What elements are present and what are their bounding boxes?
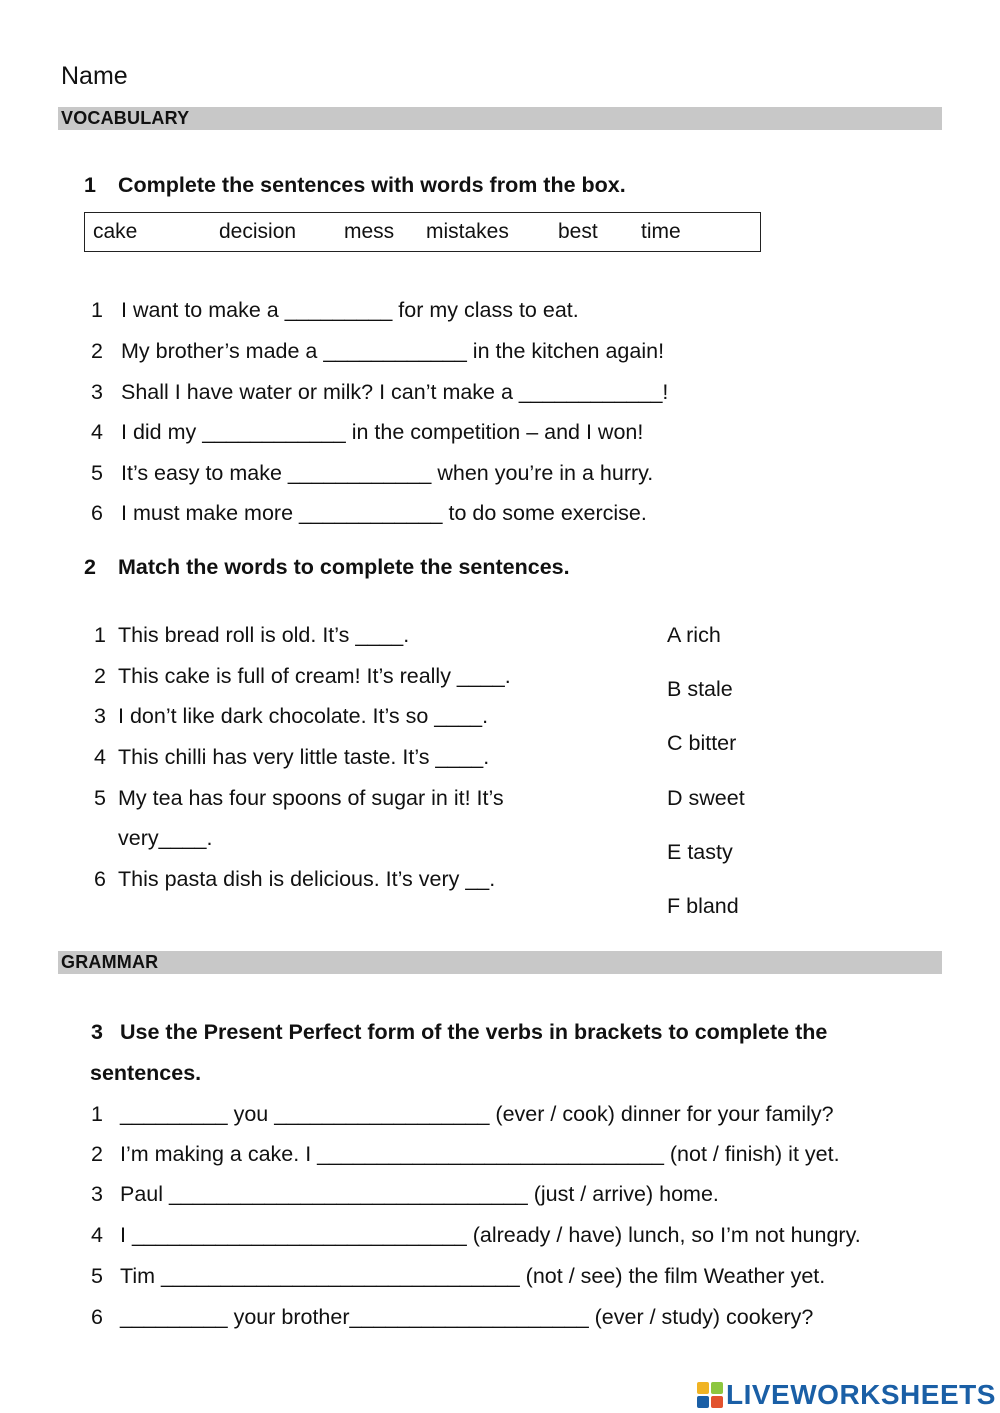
item-text: _________ you __________________ (ever / cook) dinner for your family?	[120, 1102, 834, 1126]
exercise-1-item[interactable]	[91, 501, 647, 526]
word-box-item: best	[558, 220, 598, 243]
exercise-1-instruction: Complete the sentences with words from the box.	[118, 173, 626, 197]
item-number: 2	[94, 664, 106, 688]
item-number: 6	[91, 1305, 103, 1329]
exercise-3-title-continued: sentences.	[90, 1061, 202, 1085]
vocabulary-heading: VOCABULARY	[61, 108, 190, 128]
item-number: 5	[94, 786, 106, 810]
grammar-heading: GRAMMAR	[61, 952, 159, 972]
item-text: This bread roll is old. It’s ____.	[118, 623, 410, 647]
exercise-3-item[interactable]	[91, 1223, 861, 1248]
exercise-3-instruction: Use the Present Perfect form of the verbs in brackets to complete the	[120, 1020, 828, 1044]
item-number: 1	[91, 1102, 103, 1126]
exercise-2-item[interactable]	[94, 664, 511, 689]
item-number: 2	[91, 339, 103, 363]
item-number: 3	[91, 380, 103, 404]
item-text: I don’t like dark chocolate. It’s so ____.	[118, 704, 489, 728]
exercise-2-item[interactable]	[94, 704, 488, 729]
exercise-1-title	[84, 173, 626, 198]
logo-text: LIVEWORKSHEETS	[726, 1379, 996, 1410]
vocabulary-section-bar	[58, 107, 942, 130]
exercise-3-item[interactable]	[91, 1264, 825, 1289]
logo-square	[711, 1382, 723, 1394]
exercise-3-title	[91, 1020, 827, 1045]
item-number: 4	[91, 1223, 103, 1247]
exercise-1-item[interactable]	[91, 298, 579, 323]
item-text: I did my ____________ in the competition – and I won!	[121, 420, 644, 444]
exercise-3-item[interactable]	[91, 1102, 834, 1127]
match-option[interactable]: A rich	[667, 623, 721, 647]
item-text: I’m making a cake. I _____________________________ (not / finish) it yet.	[120, 1142, 840, 1166]
match-option[interactable]: F bland	[667, 894, 739, 918]
item-text: Tim ______________________________ (not / see) the film Weather yet.	[120, 1264, 826, 1288]
item-number: 6	[94, 867, 106, 891]
exercise-2-item[interactable]	[94, 786, 504, 811]
item-number: 4	[91, 420, 103, 444]
exercise-2-instruction: Match the words to complete the sentences.	[118, 555, 570, 579]
logo-square	[697, 1382, 709, 1394]
logo-square	[711, 1396, 723, 1408]
exercise-2-item[interactable]	[94, 623, 409, 648]
word-box-item: mess	[344, 220, 395, 243]
item-text: This cake is full of cream! It’s really ____.	[118, 664, 511, 688]
exercise-3-item[interactable]	[91, 1305, 813, 1330]
item-text: This chilli has very little taste. It’s ____.	[118, 745, 490, 769]
exercise-2-number: 2	[84, 555, 96, 579]
liveworksheets-logo[interactable]	[697, 1378, 996, 1412]
word-box-item: cake	[93, 220, 138, 243]
match-option[interactable]: E tasty	[667, 840, 733, 864]
item-number: 5	[91, 1264, 103, 1288]
item-text: very____.	[118, 826, 213, 850]
word-box-item: mistakes	[426, 220, 509, 243]
exercise-1-item[interactable]	[91, 461, 653, 486]
exercise-3-item[interactable]	[91, 1142, 840, 1167]
exercise-1-item[interactable]	[91, 420, 643, 445]
exercise-1-item[interactable]	[91, 380, 668, 405]
exercise-2-item-continued[interactable]	[94, 826, 212, 851]
match-option[interactable]: B stale	[667, 677, 733, 701]
item-number: 3	[91, 1182, 103, 1206]
logo-square	[697, 1396, 709, 1408]
word-box-item: time	[641, 220, 681, 243]
exercise-2-item[interactable]	[94, 867, 495, 892]
exercise-3-item[interactable]	[91, 1182, 719, 1207]
word-box	[84, 212, 761, 252]
grammar-section-bar	[58, 951, 942, 974]
item-text: I want to make a _________ for my class to eat.	[121, 298, 579, 322]
item-number: 5	[91, 461, 103, 485]
logo-mark-icon	[697, 1382, 723, 1408]
match-option[interactable]: C bitter	[667, 731, 737, 755]
item-text: I ____________________________ (already / have) lunch, so I’m not hungry.	[120, 1223, 861, 1247]
exercise-1-item[interactable]	[91, 339, 664, 364]
item-number: 1	[94, 623, 106, 647]
item-text: Paul ______________________________ (just / arrive) home.	[120, 1182, 719, 1206]
exercise-3-number: 3	[91, 1020, 103, 1044]
exercise-2-item[interactable]	[94, 745, 489, 770]
item-number: 4	[94, 745, 106, 769]
item-text: Shall I have water or milk? I can’t make a ____________!	[121, 380, 669, 404]
item-text: My brother’s made a ____________ in the kitchen again!	[121, 339, 665, 363]
match-option[interactable]: D sweet	[667, 786, 745, 810]
item-text: It’s easy to make ____________ when you’re in a hurry.	[121, 461, 654, 485]
item-text: _________ your brother____________________ (ever / study) cookery?	[120, 1305, 814, 1329]
item-text: My tea has four spoons of sugar in it! It’s	[118, 786, 504, 810]
item-number: 3	[94, 704, 106, 728]
item-text: I must make more ____________ to do some exercise.	[121, 501, 647, 525]
item-number: 6	[91, 501, 103, 525]
item-number: 1	[91, 298, 103, 322]
name-label: Name	[61, 62, 128, 90]
item-number: 2	[91, 1142, 103, 1166]
exercise-2-title	[84, 555, 570, 580]
item-text: This pasta dish is delicious. It’s very __.	[118, 867, 496, 891]
exercise-1-number: 1	[84, 173, 96, 197]
word-box-item: decision	[219, 220, 297, 243]
